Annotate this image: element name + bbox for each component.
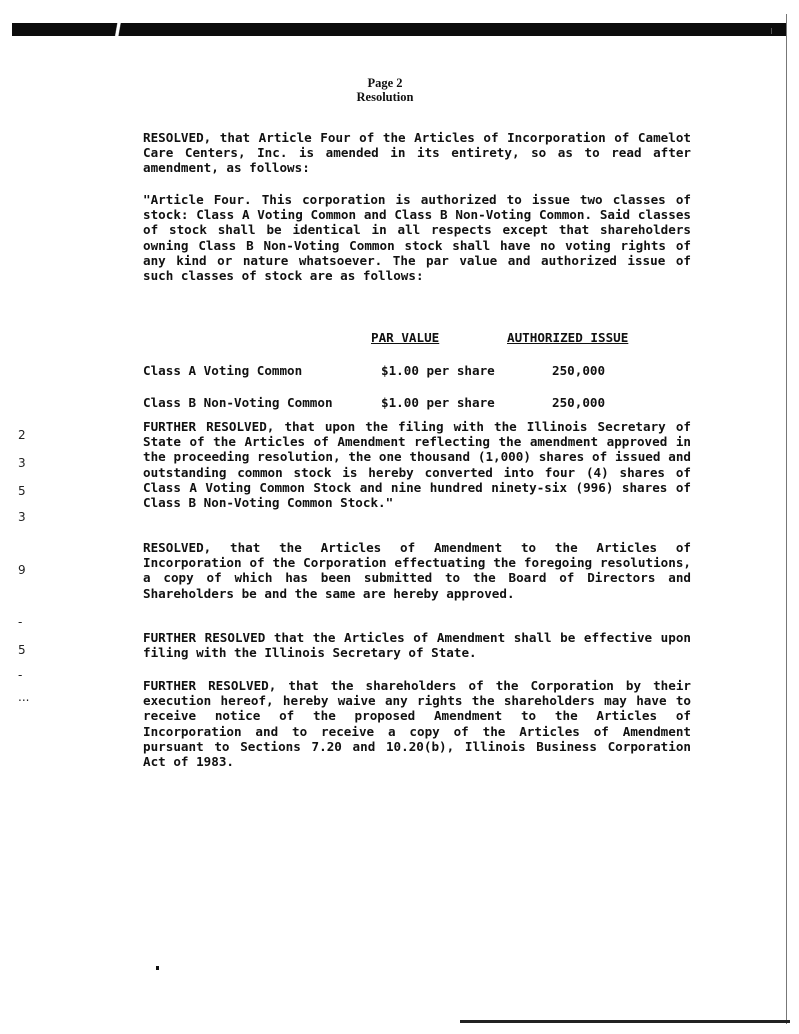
page-number: Page 2	[367, 76, 403, 90]
margin-mark: 9	[18, 563, 26, 577]
stock-class: Class A Voting Common	[143, 363, 303, 378]
par-value: $1.00 per share	[381, 363, 495, 378]
table-row	[143, 363, 703, 379]
table-row	[143, 395, 703, 411]
scan-tick-mark	[771, 28, 772, 34]
margin-mark: 3	[18, 456, 26, 470]
margin-mark: 3	[18, 510, 26, 524]
margin-mark: -	[18, 668, 23, 682]
resolved-articles-of-amendment: RESOLVED, that the Articles of Amendment to the Articles of Incorporation of the Corporation effectuating the foregoing resolutions, a copy of which has been submitted to the Board of Directors and Shareholders be and the same are hereby approved.	[143, 540, 691, 601]
par-value-header: PAR VALUE	[371, 330, 440, 345]
margin-mark: 2	[18, 428, 26, 442]
authorized-issue: 250,000	[552, 363, 606, 378]
article-four-text: "Article Four. This corporation is authorized to issue two classes of stock: Class A Voting Common and Class B Non-Voting Common. Said classes of stock shall be identical in all respects except that shareholders owning Class B Non-Voting Common stock shall have no voting rights of any kind or nature whatsoever. The par value and authorized issue of such classes of stock are as follows:	[143, 192, 691, 284]
further-resolved-waiver: FURTHER RESOLVED, that the shareholders of the Corporation by their execution hereof, hereby waive any rights the shareholders may have to receive notice of the proposed Amendment to the Articles of Incorporation and to receive a copy of the Articles of Amendment pursuant to Sections 7.20 and 10.20(b), Illinois Business Corporation Act of 1983.	[143, 678, 691, 770]
further-resolved-conversion: FURTHER RESOLVED, that upon the filing with the Illinois Secretary of State of the Articles of Amendment reflecting the amendment approved in the proceeding resolution, the one thousand (1,000) shares of issued and outstanding common stock is hereby converted into four (4) shares of Class A Voting Common Stock and nine hundred ninety-six (996) shares of Class B Non-Voting Common Stock."	[143, 419, 691, 511]
authorized-issue: 250,000	[552, 395, 606, 410]
page-title: Resolution	[356, 90, 414, 104]
margin-mark: 5	[18, 643, 26, 657]
resolution-article-four: RESOLVED, that Article Four of the Articles of Incorporation of Camelot Care Centers, Inc. is amended in its entirety, so as to read after amendment, as follows:	[143, 130, 691, 176]
margin-mark: -	[18, 615, 23, 629]
scan-top-border-notch	[100, 23, 140, 36]
authorized-issue-header: AUTHORIZED ISSUE	[507, 330, 629, 345]
scan-speck	[156, 966, 159, 970]
scan-right-edge	[786, 14, 787, 1024]
page-header	[320, 76, 450, 104]
scan-bottom-edge	[460, 1020, 790, 1023]
margin-mark: 5	[18, 484, 26, 498]
par-value: $1.00 per share	[381, 395, 495, 410]
stock-class: Class B Non-Voting Common	[143, 395, 333, 410]
further-resolved-effective: FURTHER RESOLVED that the Articles of Amendment shall be effective upon filing with the Illinois Secretary of State.	[143, 630, 691, 661]
margin-mark: ...	[18, 690, 30, 704]
